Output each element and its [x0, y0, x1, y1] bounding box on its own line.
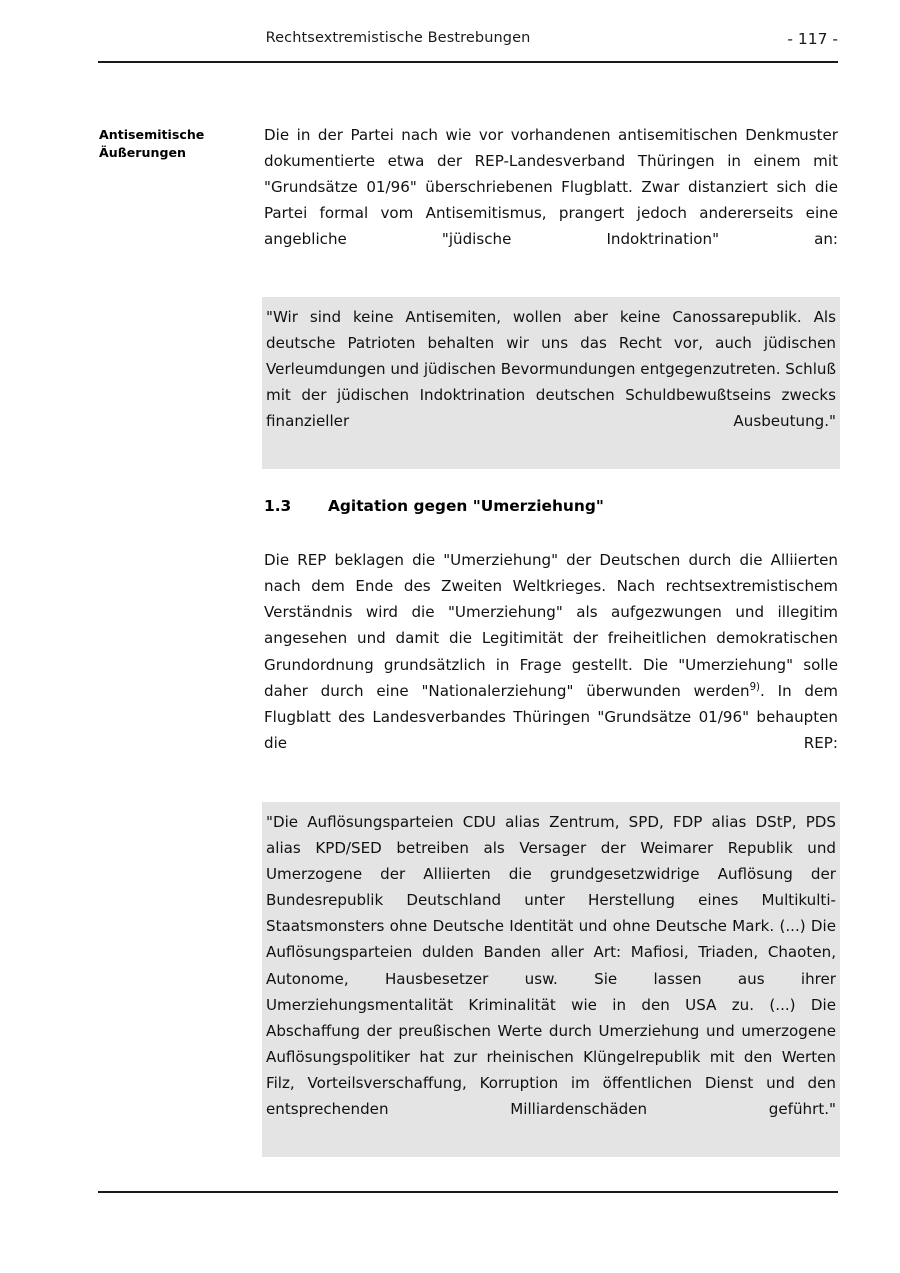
paragraph-umerziehung-part-1: Die REP beklagen die "Umerziehung" der Deutschen durch die Alliierten nach dem Ende des Zweiten Weltkrieges. Nach rechtsextremistischem Verständnis wird die "Umerziehung" als aufgezwungen und illegitim angesehen und damit die Legitimität der freiheitlichen demokratischen Grundordnung grundsätzlich in Frage gestellt. Die "Umerziehung" solle daher durch eine "Nationalerziehung" überwunden werden: [264, 551, 838, 700]
section-title: Agitation gegen "Umerziehung": [328, 497, 604, 516]
spacer: [264, 469, 838, 497]
header-rule: [98, 61, 838, 63]
paragraph-umerziehung-part-2: . In dem Flugblatt des Landesverbandes Thüringen "Grundsätze 01/96" behaupten die REP:: [264, 681, 838, 752]
spacer: [264, 782, 838, 802]
footnote-marker: 9): [749, 681, 761, 693]
paragraph-antisemitic-intro: Die in der Partei nach wie vor vorhandenen antisemitischen Denkmuster dokumentierte etwa der REP-Landesverband Thüringen in einem mit "Grundsätze 01/96" überschriebenen Flugblatt. Zwar distanziert sich die Partei formal vom Antisemitismus, prangert jedoch andererseits eine angebliche "jüdische Indoktrination" an:: [264, 126, 838, 249]
section-number: 1.3: [264, 497, 292, 516]
page-number: - 117 -: [787, 30, 838, 48]
quote-block-aufloesungsparteien: [262, 802, 840, 1157]
running-title: Rechtsextremistische Bestrebungen: [265, 30, 531, 46]
quote-text: "Die Auflösungsparteien CDU alias Zentrum, SPD, FDP alias DStP, PDS alias KPD/SED betreiben als Versager der Weimarer Republik und Umerzogene der Alliierten die grundgesetzwidrige Auflösung der Bundesrepublik Deutschland unter Herstellung eines Multikulti-Staatsmonsters ohne Deutsche Identität und ohne Deutsche Mark. (...) Die Auflösungsparteien dulden Banden aller Art: Mafiosi, Triaden, Chaoten, Autonome, Hausbesetzer usw. Sie lassen aus ihrer Umerziehungsmentalität Kriminalität wie in den USA zu. (...) Die Abschaffung der preußischen Werte durch Umerziehung und umerzogene Auflösungspolitiker hat zur rheinischen Klüngelrepublik mit den Werten Filz, Vorteilsverschaffung, Korruption im öffentlichen Dienst und den entsprechenden Milliardenschäden geführt.": [266, 812, 836, 1118]
quote-text: "Wir sind keine Antisemiten, wollen aber keine Canossarepublik. Als deutsche Patrioten behalten wir uns das Recht vor, auch jüdischen Verleumdungen und jüdischen Bevormundungen entgegenzutreten. Schluß mit der jüdischen Indoktrination deutschen Schuldbewußtseins zwecks finanzieller Ausbeutung.": [266, 307, 837, 430]
page-header: [98, 30, 838, 58]
section-heading: [264, 497, 838, 515]
spacer: [264, 279, 838, 297]
spacer: [264, 515, 838, 547]
marginal-note-line-1: Antisemitische: [99, 127, 205, 142]
paragraph-umerziehung: [264, 547, 838, 782]
quote-block-antisemitism: [262, 297, 840, 470]
marginal-note: [99, 126, 251, 162]
footer-rule: [98, 1191, 838, 1193]
marginal-note-line-2: Äußerungen: [99, 144, 186, 160]
main-text-column: [264, 122, 838, 1157]
